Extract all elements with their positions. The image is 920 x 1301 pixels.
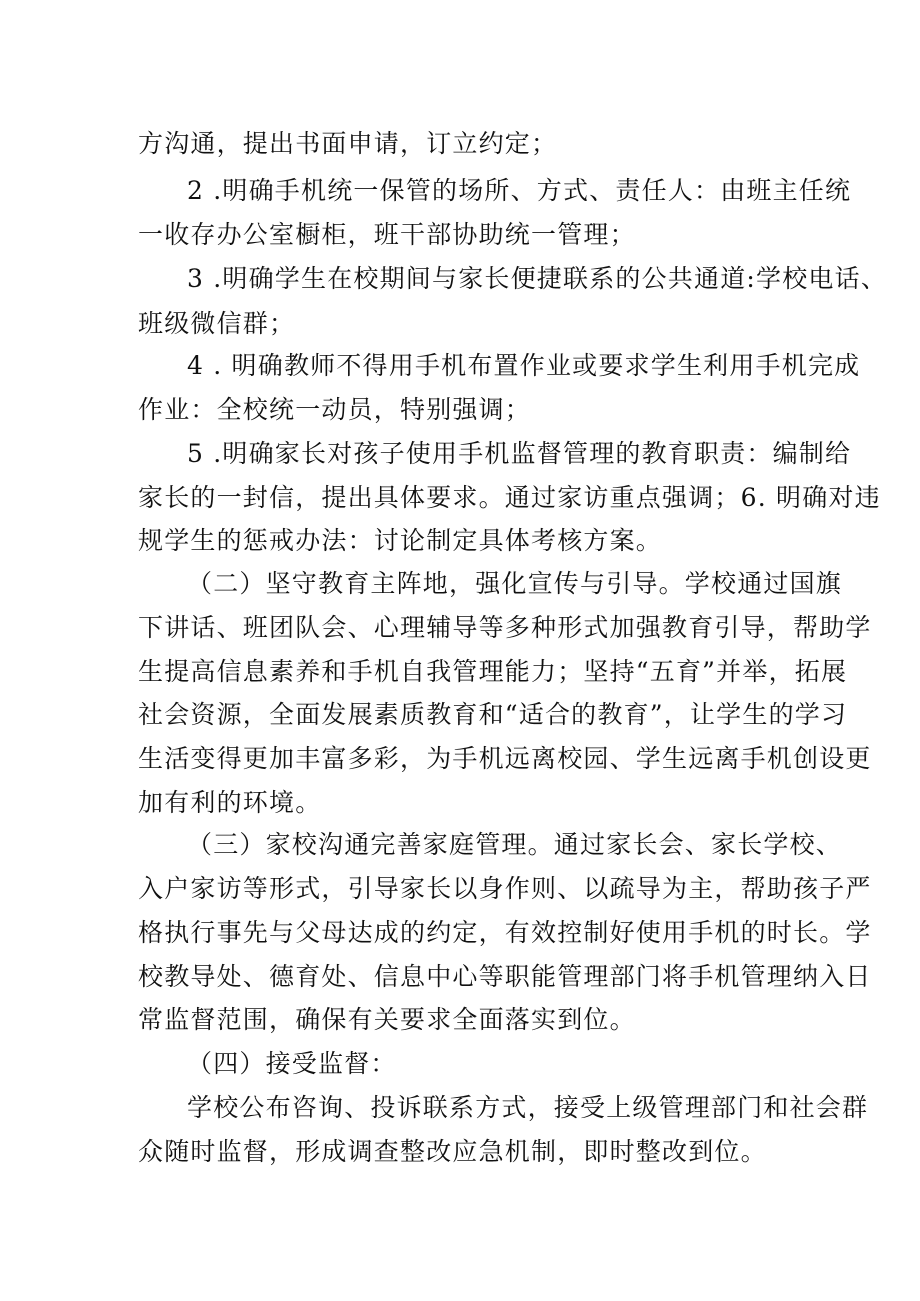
- section-heading: （三）家校沟通完善家庭管理。通过家长会、家长学校、: [187, 830, 843, 859]
- text-line: 社会资源，全面发展素质教育和“适合的教育”，让学生的学习: [138, 700, 848, 729]
- text-line: 2 .明确手机统一保管的场所、方式、责任人：由班主任统: [187, 176, 852, 205]
- text-line: 4 . 明确教师不得用手机布置作业或要求学生利用手机完成: [187, 351, 861, 380]
- text-line: 格执行事先与父母达成的约定，有效控制好使用手机的时长。学: [138, 918, 872, 947]
- section-heading: （二）坚守教育主阵地，强化宣传与引导。学校通过国旗: [187, 569, 843, 598]
- text-line: 一收存办公室橱柜，班干部协助统一管理；: [138, 220, 636, 249]
- text-line: 方沟通，提出书面申请，订立约定；: [138, 129, 558, 158]
- text-line: 学校公布咨询、投诉联系方式，接受上级管理部门和社会群: [187, 1093, 869, 1122]
- text-line: 加有利的环境。: [138, 788, 322, 817]
- text-line: 众随时监督，形成调查整改应急机制，即时整改到位。: [138, 1137, 767, 1166]
- text-line: 入户家访等形式，引导家长以身作则、以疏导为主，帮助孩子严: [138, 874, 872, 903]
- text-line: 生提高信息素养和手机自我管理能力；坚持“五育”并举，拓展: [138, 657, 848, 686]
- text-line: 5 .明确家长对孩子使用手机监督管理的教育职责：编制给: [187, 439, 852, 468]
- section-heading: （四）接受监督：: [187, 1049, 397, 1078]
- text-line: 校教导处、德育处、信息中心等职能管理部门将手机管理纳入日: [138, 962, 872, 991]
- text-line: 班级微信群；: [138, 309, 296, 338]
- text-line: 规学生的惩戒办法：讨论制定具体考核方案。: [138, 526, 663, 555]
- text-line: 家长的一封信，提出具体要求。通过家访重点强调；6. 明确对违: [138, 483, 881, 512]
- text-line: 作业：全校统一动员，特别强调；: [138, 395, 532, 424]
- text-line: 3 .明确学生在校期间与家长便捷联系的公共通道:学校电话、: [187, 264, 888, 293]
- text-line: 生活变得更加丰富多彩，为手机远离校园、学生远离手机创设更: [138, 744, 872, 773]
- text-line: 常监督范围，确保有关要求全面落实到位。: [138, 1005, 636, 1034]
- text-line: 下讲话、班团队会、心理辅导等多种形式加强教育引导，帮助学: [138, 613, 872, 642]
